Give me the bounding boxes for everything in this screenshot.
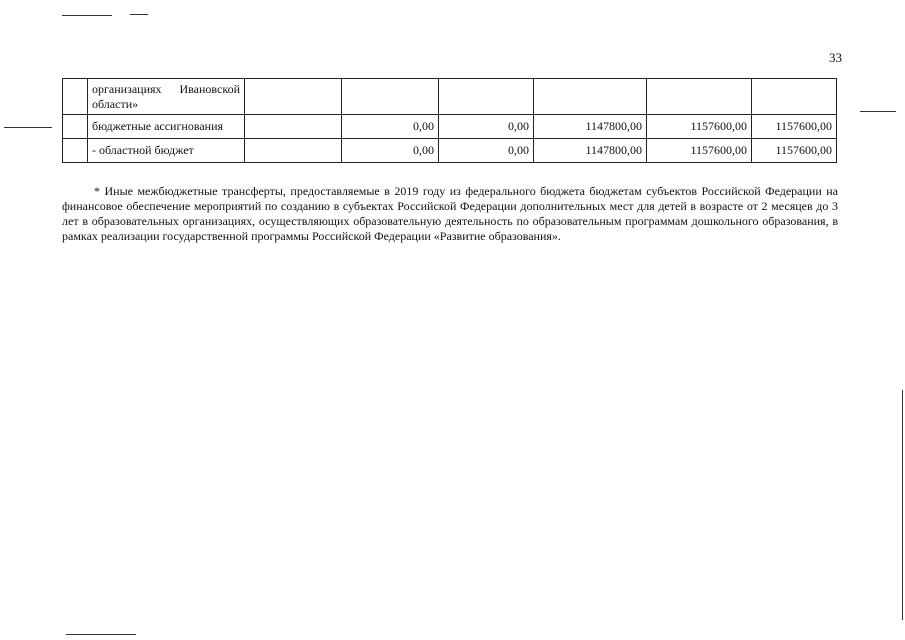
table-cell: 1157600,00: [752, 139, 837, 163]
table-cell: [342, 79, 439, 115]
table-cell: [534, 79, 647, 115]
page-number: 33: [829, 50, 842, 65]
table-cell: 0,00: [439, 139, 534, 163]
scan-mark-left-margin: [4, 127, 52, 128]
table-row: [63, 139, 837, 163]
table-cell: [752, 79, 837, 115]
table-cell: 1157600,00: [647, 139, 752, 163]
table-cell: [245, 79, 342, 115]
footnote: * Иные межбюджетные трансферты, предоставляемые в 2019 году из федерального бюджета бюджетам субъектов Российской Федерации на финансовое обеспечение мероприятий по созданию в субъектах Российской Федерации дополнительных мест для детей в возрасте от 2 месяцев до 3 лет в образовательных организациях, осуществляющих образовательную деятельность по образовательным программам дошкольного образования, в рамках реализации государственной программы Российской Федерации «Развитие образования».: [62, 184, 838, 243]
table-row: [63, 115, 837, 139]
table-cell: 1157600,00: [647, 115, 752, 139]
table-cell: 1157600,00: [752, 115, 837, 139]
scan-mark-right-edge: [902, 390, 903, 620]
table-cell: 0,00: [342, 115, 439, 139]
scan-mark-top-left: [62, 15, 112, 16]
table-cell: [245, 139, 342, 163]
table-cell-name: - областной бюджет: [88, 139, 245, 163]
table-cell-name: организациях Ивановской области»: [88, 79, 245, 115]
table-cell: 1147800,00: [534, 139, 647, 163]
table-cell: [439, 79, 534, 115]
table-cell-index: [63, 79, 88, 115]
table-cell: 1147800,00: [534, 115, 647, 139]
table-row: [63, 79, 837, 115]
budget-table: [62, 78, 837, 163]
scan-mark-bottom-left: [66, 634, 136, 635]
table-cell-name: бюджетные ассигнования: [88, 115, 245, 139]
table-cell-index: [63, 115, 88, 139]
table-cell: [245, 115, 342, 139]
scan-mark-top-left-short: [130, 14, 148, 15]
scan-mark-right-margin: [860, 111, 896, 112]
table-cell: [647, 79, 752, 115]
table-cell: 0,00: [439, 115, 534, 139]
table-cell-index: [63, 139, 88, 163]
table-cell: 0,00: [342, 139, 439, 163]
